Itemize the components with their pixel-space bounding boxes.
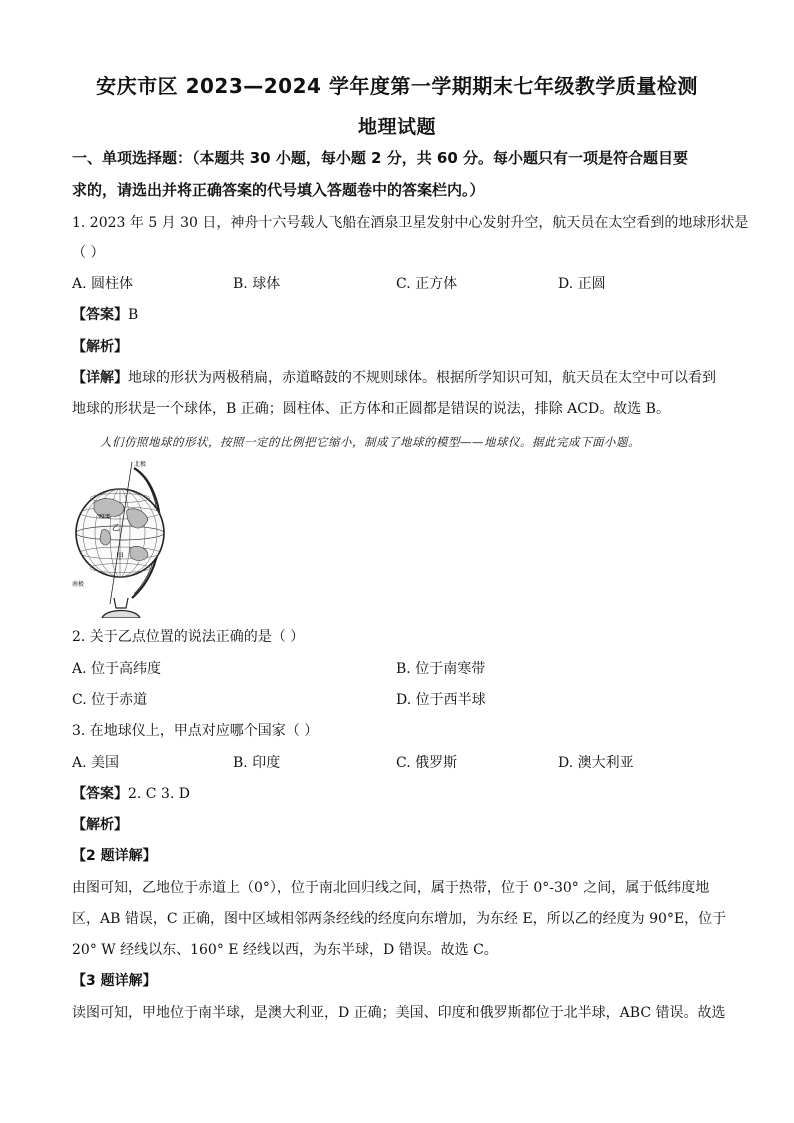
q2-detail-line3: 20° W 经线以东、160° E 经线以西，为东半球，D 错误。故选 C。 (72, 942, 498, 958)
label-jia: 甲 (116, 552, 124, 561)
answer-tag: 【答案】 (72, 307, 128, 323)
q3-option-a: A. 美国 (72, 755, 120, 771)
globe-intro-text: 人们仿照地球的形状，按照一定的比例把它缩小，制成了地球的模型——地球仪。据此完成下面小题。 (100, 435, 640, 449)
label-90e: 90°E (98, 514, 111, 520)
detail-text: 地球的形状为两极稍扁，赤道略鼓的不规则球体。根据所学知识可知，航天员在太空中可以看到 (128, 370, 716, 386)
detail-tag: 【详解】 (72, 370, 128, 386)
section-heading-line1: 一、单项选择题：（本题共 30 小题，每小题 2 分，共 60 分。每小题只有一项是符合题目要 (72, 149, 689, 167)
q2-option-b: B. 位于南寒带 (396, 661, 486, 677)
q1-answer (72, 305, 138, 325)
q1-stem-line2: （ ） (72, 245, 105, 261)
section-heading-line2: 求的，请选出并将正确答案的代号填入答题卷中的答案栏内。） (72, 181, 485, 199)
document-subtitle: 地理试题 (357, 116, 436, 138)
q23-analysis-tag: 【解析】 (72, 817, 128, 833)
q2-detail-line1: 由图可知，乙地位于赤道上（0°），位于南北回归线之间，属于热带，位于 0°-30° 之间，属于低纬度地 (72, 880, 710, 896)
answer-value: B (128, 307, 139, 323)
q2-stem: 2. 关于乙点位置的说法正确的是（ ） (72, 629, 305, 645)
answer-value: 2. C 3. D (128, 786, 191, 802)
q1-option-c: C. 正方体 (396, 276, 458, 292)
q2-option-c: C. 位于赤道 (72, 692, 148, 708)
label-north: 北极 (134, 461, 147, 468)
globe-illustration (72, 458, 172, 618)
label-south: 南极 (72, 581, 85, 588)
q1-option-a: A. 圆柱体 (72, 276, 134, 292)
label-yi: 乙 (112, 523, 120, 532)
q1-stem-line1: 1. 2023 年 5 月 30 日，神舟十六号载人飞船在酒泉卫星发射中心发射升空，航天员在太空看到的地球形状是 (72, 215, 749, 231)
q1-option-b: B. 球体 (233, 276, 281, 292)
q2-detail-line2: 区，AB 错误，C 正确，图中区域相邻两条经线的经度向东增加，为东经 E，所以乙的经度为 90°E，位于 (72, 911, 727, 927)
globe-figure (72, 458, 172, 618)
q2-detail-tag: 【2 题详解】 (72, 848, 157, 864)
q1-detail-line2: 地球的形状是一个球体，B 正确；圆柱体、正方体和正圆都是错误的说法，排除 ACD。故选 B。 (72, 401, 670, 417)
q1-option-d: D. 正圆 (558, 276, 606, 292)
q2-option-d: D. 位于西半球 (396, 692, 486, 708)
q3-option-b: B. 印度 (233, 755, 281, 771)
document-title: 安庆市区 2023—2024 学年度第一学期期末七年级教学质量检测 (96, 74, 698, 98)
q1-detail-line1 (72, 368, 716, 388)
q1-analysis-tag: 【解析】 (72, 339, 128, 355)
q23-answer (72, 784, 190, 804)
q3-stem: 3. 在地球仪上，甲点对应哪个国家（ ） (72, 723, 319, 739)
answer-tag: 【答案】 (72, 786, 128, 802)
q2-option-a: A. 位于高纬度 (72, 661, 162, 677)
q3-option-c: C. 俄罗斯 (396, 755, 458, 771)
q3-detail-line1: 读图可知，甲地位于南半球，是澳大利亚，D 正确；美国、印度和俄罗斯都位于北半球，ABC 错误。故选 (72, 1005, 726, 1021)
q3-option-d: D. 澳大利亚 (558, 755, 634, 771)
q3-detail-tag: 【3 题详解】 (72, 973, 157, 989)
